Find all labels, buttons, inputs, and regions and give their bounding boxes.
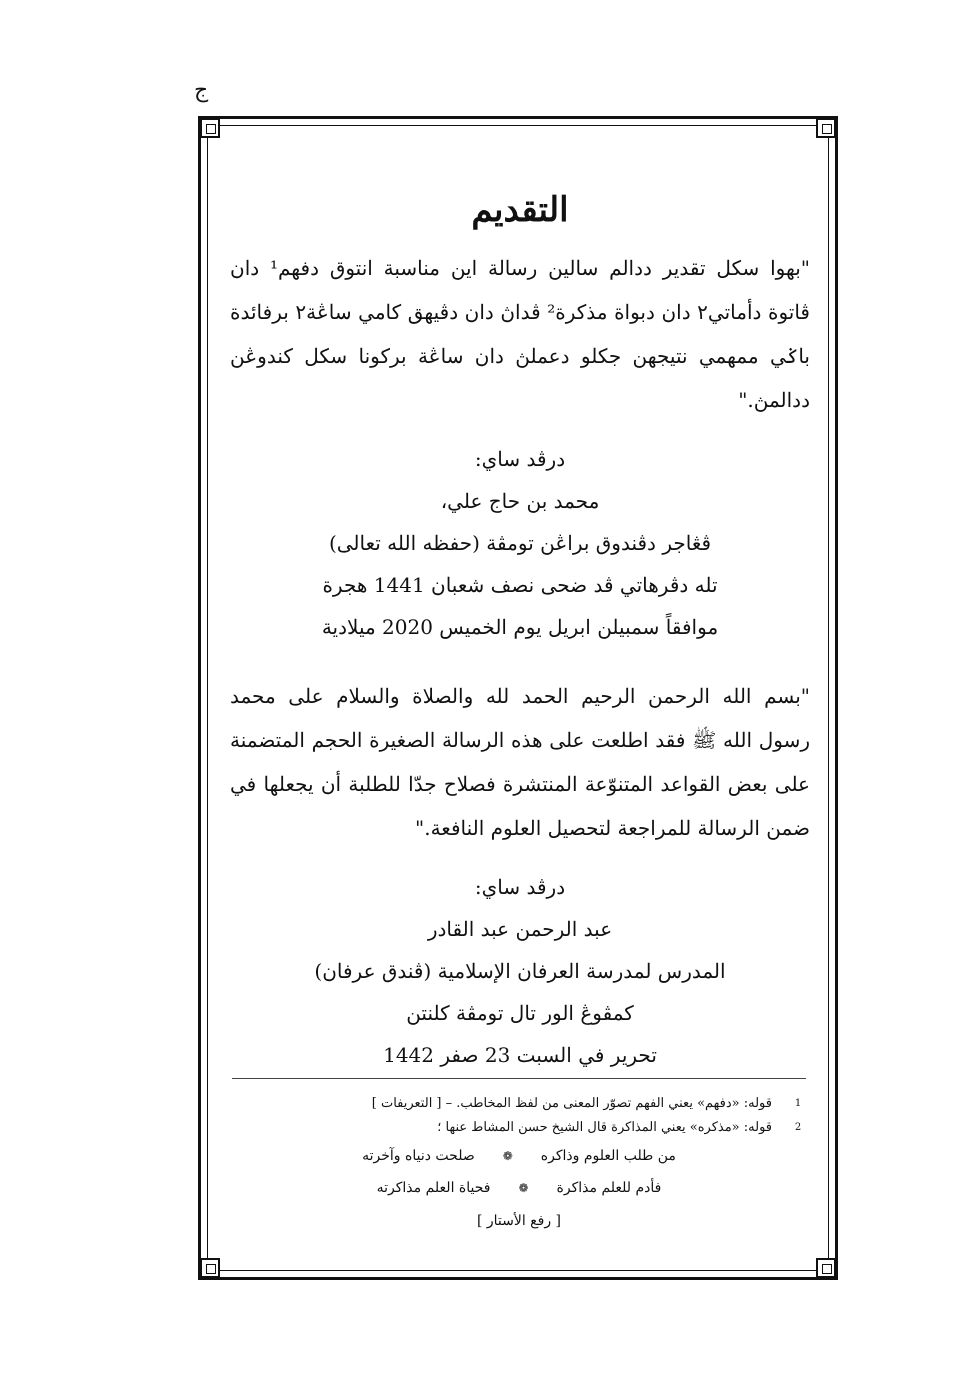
verse-hemistich: فحياة العلم مذاكرته [376, 1180, 491, 1196]
page-title: التقديم [471, 190, 569, 230]
main-content [230, 190, 810, 1076]
signature-line: درڤد ساي: [474, 447, 566, 471]
signature-line: موافقاً سمبيلن ابريل يوم الخميس 2020 ميلادية [321, 615, 719, 639]
footnote-text: قوله: «مذكره» يعني المذاكرة قال الشيخ حسن المشاط عنها ؛ [437, 1120, 772, 1135]
frame-corner-ornament [816, 1258, 836, 1278]
verse-hemistich: فأدم للعلم مذاكرة [556, 1180, 662, 1196]
signature-line: عبد الرحمن عبد القادر [427, 917, 613, 941]
signature-line: المدرس لمدرسة العرفان الإسلامية (ڤندق عرفان) [314, 959, 726, 983]
verse-separator-icon: ❁ [502, 1149, 513, 1163]
verse-line [232, 1172, 806, 1204]
frame-corner-ornament [200, 118, 220, 138]
signature-line: تحرير في السبت 23 صفر 1442 [383, 1043, 657, 1067]
verse-line [232, 1140, 806, 1172]
signature-line: تله دڤرهاتي ڤد ضحى نصف شعبان 1441 هجرة [322, 573, 718, 597]
footnote-number: 2 [794, 1122, 802, 1133]
signature-line: درڤد ساي: [474, 875, 566, 899]
first-endorsement-quote: "بهوا سكل تقدير ددالم سالين رسالة اين مناسبة انتوق دفهم¹ دان ڤاتوة دأماتي٢ دان دبواة مذكرة² ڤداڽ دان دڤيهق كامي ساڠة٢ برفائدة باݢي ممهمي نتيجهن جكلو دعملڽ دان ساڠة بركونا سكل كندوڠن ددالمڽ." [230, 256, 810, 412]
footnote [232, 1116, 806, 1140]
frame-corner-ornament [200, 1258, 220, 1278]
frame-corner-ornament [816, 118, 836, 138]
footnote-divider [232, 1078, 806, 1079]
verse-source: [ رفع الأستار ] [476, 1213, 562, 1229]
verse-separator-icon: ❁ [518, 1181, 529, 1195]
footnote [232, 1092, 806, 1116]
first-signature-block [230, 438, 810, 648]
second-signature-block [230, 866, 810, 1076]
footnote-text: قوله: «دفهم» يعني الفهم تصوّر المعنى من لفظ المخاطب. – [ التعريفات ] [371, 1096, 772, 1111]
signature-line: محمد بن حاج علي، [440, 489, 600, 513]
page-letter: ج [194, 78, 209, 103]
verse-hemistich: صلحت دنياه وآخرته [362, 1148, 475, 1164]
signature-line: ڤڠاجر دڤندوق براڠن تومڤة (حفظه الله تعالى) [328, 531, 712, 555]
signature-line: كمڤوڠ الور تال تومڤة كلنتن [406, 1001, 634, 1025]
verse-hemistich: من طلب العلوم وذاكره [540, 1148, 676, 1164]
second-endorsement-quote: "بسم الله الرحمن الرحيم الحمد لله والصلاة والسلام على محمد رسول الله ﷺ فقد اطلعت على هذه الرسالة الصغيرة الحجم المتضمنة على بعض القواعد المتنوّعة المنتشرة فصلاح جدّا للطلبة أن يجعلها في ضمن الرسالة للمراجعة لتحصيل العلوم النافعة." [230, 684, 810, 840]
footnote-number: 1 [794, 1098, 802, 1109]
footnotes [232, 1092, 806, 1238]
